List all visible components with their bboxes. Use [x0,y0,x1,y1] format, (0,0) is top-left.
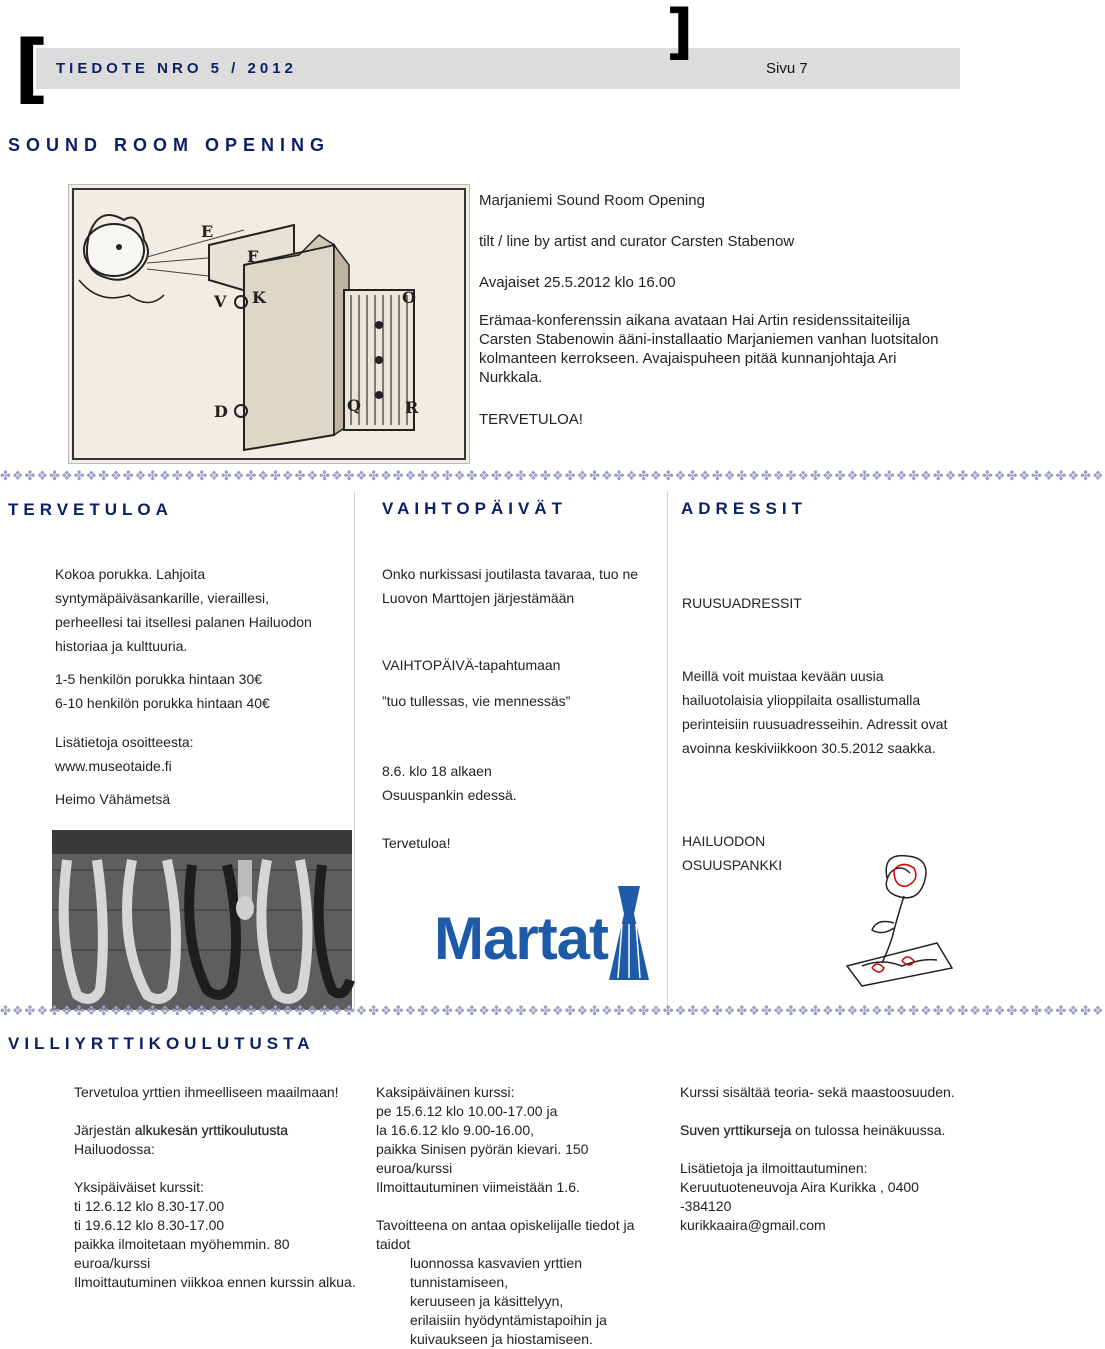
vaihto-place: Osuuspankin edessä. [382,787,517,803]
vaihto-slogan: ”tuo tullessas, vie mennessäs” [382,693,571,709]
tervetuloa-price-large: 6-10 henkilön porukka hintaan 40€ [55,695,270,711]
horse-collars-drawing [52,830,352,1010]
yrtti-twoday-place: paikka Sinisen pyörän kievari. 150 euroa/kurssi [376,1141,589,1176]
yrtti-goal-1: luonnossa kasvavien yrttien tunnistamiseen, [410,1255,582,1290]
vaihto-welcome: Tervetuloa! [382,835,451,851]
yrtti-place-price: paikka ilmoitetaan myöhemmin. 80 euroa/kurssi [74,1236,290,1271]
yrtti-twoday-registration: Ilmoittautuminen viimeistään 1.6. [376,1179,580,1195]
column-divider-2 [667,492,668,1012]
fig-letter-f: F [247,247,259,266]
horse-collars-photo [52,830,352,1010]
sound-room-welcome: TERVETULOA! [479,411,583,428]
martat-logo [434,884,654,984]
yrtti-goal: Tavoitteena on antaa opiskelijalle tiedot ja taidot [376,1217,635,1252]
ornament-divider-bottom: ✤❖✤❖✤❖✤❖✤❖✤❖✤❖✤❖✤❖✤❖✤❖✤❖✤❖✤❖✤❖✤❖✤❖✤❖✤❖✤❖✤❖✤❖✤❖✤❖✤❖✤❖✤❖✤❖✤❖✤❖✤❖✤❖✤❖✤❖✤❖✤❖✤❖✤❖✤❖✤❖✤❖✤❖✤❖✤❖✤❖ [0,1003,1105,1018]
fig-letter-d: D [214,402,228,421]
yrtti-intro-prefix: Järjestän [74,1122,135,1138]
martat-logo-text: Martat [434,905,609,972]
adressit-bank-line1: HAILUODON [682,833,766,849]
yrtti-contact-title: Lisätietoja ja ilmoittautuminen: [680,1160,868,1176]
yrtti-welcome: Tervetuloa yrttien ihmeelliseen maailmaan! [74,1084,339,1100]
yrtti-summer-emphasis: Suven yrttikurseja [680,1122,792,1138]
yrtti-col3 [680,1083,955,1235]
yrtti-twoday-date2: la 16.6.12 klo 9.00-16.00, [376,1122,535,1138]
yrtti-contact-email[interactable]: kurikkaaira@gmail.com [680,1217,826,1233]
adressit-heading: ADRESSIT [681,499,807,518]
yrtti-contact-person: Keruutuoteneuvoja Aira Kurikka , 0400 -384120 [680,1179,919,1214]
yrtti-twoday-title: Kaksipäiväinen kurssi: [376,1084,515,1100]
adressit-text: Meillä voit muistaa kevään uusia hailuotolaisia ylioppilaita osallistumalla perinteisiin ruusuadresseihin. Adressit ovat avoinna keskiviikkoon 30.5.2012 saakka. [682,668,948,756]
fig-letter-r: R [405,398,419,417]
yrtti-intro-emphasis: alkukesän yrttikoulutusta [134,1122,289,1138]
adressit-title: RUUSUADRESSIT [682,595,802,611]
sound-room-line2: tilt / line by artist and curator Carsten Stabenow [479,233,795,250]
vaihto-time: 8.6. klo 18 alkaen [382,763,492,779]
yrtti-oneday-title: Yksipäiväiset kurssit: [74,1179,204,1195]
yrtti-date2: ti 19.6.12 klo 8.30-17.00 [74,1217,225,1233]
vaihto-event: VAIHTOPÄIVÄ-tapahtumaan [382,657,561,673]
yrtti-registration: Ilmoittautuminen viikkoa ennen kurssin alkua. [74,1274,356,1290]
yrtti-intro [74,1121,356,1140]
vaihto-intro: Onko nurkissasi joutilasta tavaraa, tuo ne Luovon Marttojen järjestämään [382,566,639,606]
wind-face [79,215,164,303]
sound-room-date: Avajaiset 25.5.2012 klo 16.00 [479,274,676,291]
column-divider-1 [354,492,355,1012]
woodcut-drawing [69,185,469,463]
newsletter-title: TIEDOTE NRO 5 / 2012 [56,60,297,77]
yrtti-twoday-date1: pe 15.6.12 klo 10.00-17.00 ja [376,1103,558,1119]
left-bracket: [ [14,23,49,112]
yrtti-goal-2: keruuseen ja käsittelyyn, [410,1293,564,1309]
rose-sketch [842,848,957,988]
tervetuloa-info: Lisätietoja osoitteesta: www.museotaide.fi [55,734,194,774]
yrtti-summer-rest: on tulossa heinäkuussa. [791,1122,946,1138]
vaihtopaivat-heading: VAIHTOPÄIVÄT [382,499,567,518]
fig-letter-e: E [201,222,214,241]
fig-letter-q: Q [347,396,361,415]
tervetuloa-author: Heimo Vähämetsä [55,791,171,807]
sound-room-line1: Marjaniemi Sound Room Opening [479,192,705,209]
tervetuloa-price-small: 1-5 henkilön porukka hintaan 30€ [55,671,263,687]
yrtti-col2 [376,1083,648,1349]
villiyrtti-heading: VILLIYRTTIKOULUTUSTA [8,1034,315,1053]
ornament-divider-top: ✤❖✤❖✤❖✤❖✤❖✤❖✤❖✤❖✤❖✤❖✤❖✤❖✤❖✤❖✤❖✤❖✤❖✤❖✤❖✤❖✤❖✤❖✤❖✤❖✤❖✤❖✤❖✤❖✤❖✤❖✤❖✤❖✤❖✤❖✤❖✤❖✤❖✤❖✤❖✤❖✤❖✤❖✤❖✤❖✤❖ [0,468,1105,483]
tervetuloa-intro: Kokoa porukka. Lahjoita syntymäpäiväsankarille, vieraillesi, perheellesi tai itsellesi palanen Hailuodon historiaa ja kulttuuria. [55,566,312,654]
adressit-bank-line2: OSUUSPANKKI [682,857,783,873]
yrtti-date1: ti 12.6.12 klo 8.30-17.00 [74,1198,225,1214]
right-bracket: ] [666,0,694,67]
yrtti-goal-3: erilaisiin hyödyntämistapoihin ja [410,1312,607,1328]
tervetuloa-heading: TERVETULOA [8,500,173,519]
woodcut-illustration [68,184,470,464]
fig-letter-v: V [214,292,227,311]
martat-dress-icon [604,884,654,984]
yrtti-col1 [74,1083,356,1292]
fig-letter-o: O [402,288,416,307]
sound-room-heading: SOUND ROOM OPENING [8,135,331,155]
yrtti-location: Hailuodossa: [74,1141,155,1157]
yrtti-contents: Kurssi sisältää teoria- sekä maastoosuuden. [680,1084,955,1100]
sound-room-paragraph: Erämaa-konferenssin aikana avataan Hai Artin residenssitaiteilija Carsten Stabenowin ääni-installaatio Marjaniemen vanhan luotsitalon kolmanteen kerrokseen. Avajaispuheen pitää kunnanjohtaja Ari Nurkkala. [479,312,939,386]
yrtti-summer [680,1121,955,1140]
fig-letter-k: K [252,288,266,307]
page-number: Sivu 7 [766,60,808,77]
yrtti-goal-4: kuivaukseen ja hiostamiseen. [410,1331,593,1347]
